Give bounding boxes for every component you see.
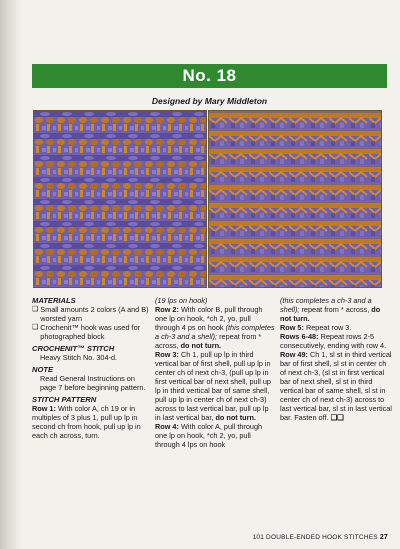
title-banner [32, 64, 387, 88]
row-3-instruction: Row 3: Ch 1, pull up lp in third vertical bar of first shell, pull up lp in center ch of next ch-3, (pull up lp in first vertical bar of next shell, pull up lp in third vertical bar of same shell, pull up lp in center ch of next ch-3) across to last vertical bar, pull up lp in last vertical bar, do not turn. [155, 350, 271, 422]
materials-item: ❑ Crochenit™ hook was used for photographed block [32, 323, 141, 341]
page-number: 27 [379, 534, 388, 541]
end-mark: ❑❑ [330, 413, 344, 422]
crochenit-stitch-heading: CROCHENIT™ STITCH [32, 344, 115, 353]
book-title: 101 DOUBLE-ENDED HOOK STITCHES [252, 534, 378, 541]
note-heading: NOTE [32, 365, 54, 374]
row-2-instruction: Row 2: With color B, pull through one lp on hook, *ch 2, yo, pull through 4 ps on hook (this completes a ch-3 and a shell); repeat from * across, do not turn. [155, 305, 275, 350]
row-4-instruction: Row 4: With color A, pull through one lp on hook, *ch 2, yo, pull through 4 lps on hook [155, 422, 263, 449]
front-swatch-photo [33, 110, 207, 288]
instructions-column-2 [155, 296, 275, 449]
instructions-column-1 [32, 296, 152, 440]
row-1-instruction: Row 1: With color A, ch 19 or in multiples of 3 plus 1, pull up lp in second ch from hook, pull up lp in each ch across, turn. [32, 404, 141, 440]
page-title: No. 18 [182, 66, 237, 85]
instructions-column-3 [280, 296, 392, 422]
row-5-instruction: Row 5: Repeat row 3. [280, 323, 352, 332]
row-4-continued: (this completes a ch-3 and a shell); repeat from * across, do not turn. [280, 296, 381, 323]
back-swatch-photo [208, 110, 382, 288]
materials-item: ❑ Small amounts 2 colors (A and B) worsted yarn [32, 305, 149, 323]
checkbox-icon: ❑ [32, 324, 39, 331]
binding-shadow [0, 0, 22, 549]
crochenit-stitch-text: Heavy Stitch No. 304-d. [40, 353, 118, 362]
page-footer [253, 534, 388, 541]
note-text: Read General Instructions on page 7 before beginning pattern. [40, 374, 146, 392]
row-49-instruction: Row 49: Ch 1, sl st in third vertical bar of first shell, sl st in center ch of next ch-3, (sl st in first vertical bar of next shell, sl st in third vertical bar of same shell, sl st in center ch of next ch-3) across to last vertical bar, sl st in last vertical bar. Fasten off. ❑❑ [280, 350, 392, 422]
row-1-note: (19 lps on hook) [155, 296, 208, 305]
rows-6-48-instruction: Rows 6-48: Repeat rows 2-5 consecutively, ending with row 4. [280, 332, 387, 350]
checkbox-icon: ❑ [32, 306, 39, 313]
designer-credit: Designed by Mary Middleton [151, 96, 268, 106]
materials-heading: MATERIALS [32, 296, 76, 305]
stitch-pattern-heading: STITCH PATTERN [32, 395, 97, 404]
